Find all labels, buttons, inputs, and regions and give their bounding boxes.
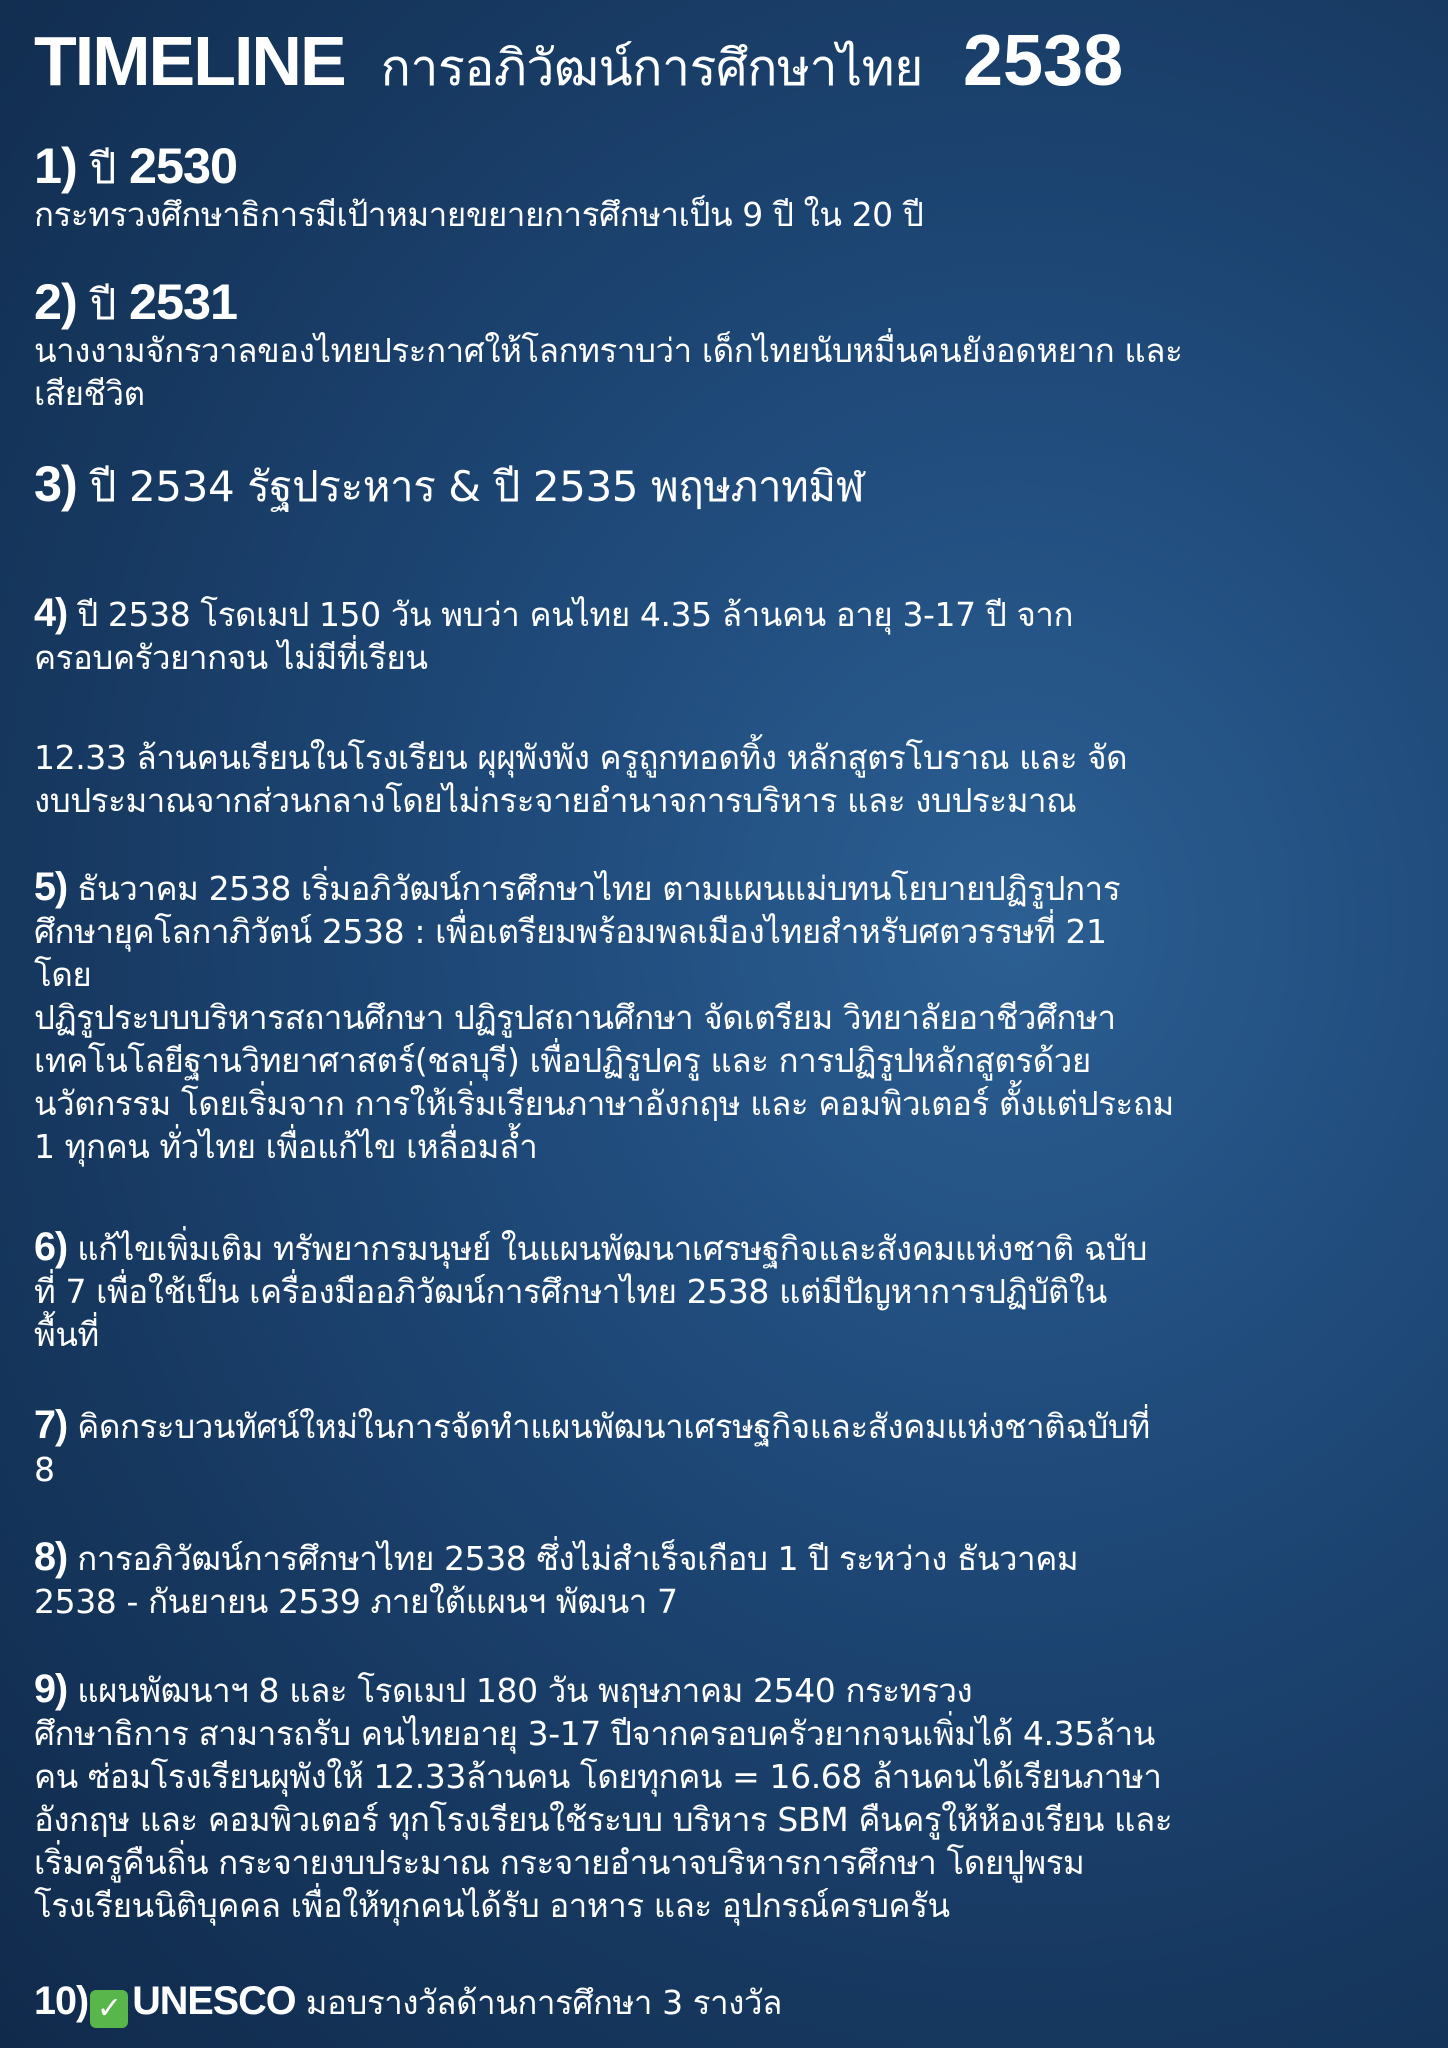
item-heading (34, 137, 1418, 194)
item-heading (34, 455, 1418, 512)
item-text-line (34, 1226, 1418, 1270)
item-text: แก้ไขเพิ่มเติม ทรัพยากรมนุษย์ ในแผนพัฒนาเศรษฐกิจและสังคมแห่งชาติ ฉบับ (77, 1229, 1148, 1268)
item-year: 2530 (128, 137, 238, 194)
item-text-line (34, 1668, 1418, 1712)
item-text-line (34, 866, 1418, 910)
item-text-line (34, 1536, 1418, 1580)
timeline-item-2 (34, 273, 1418, 415)
item-text-line: อังกฤษ และ คอมพิวเตอร์ ทุกโรงเรียนใช้ระบบ บริหาร SBM คืนครูให้ห้องเรียน และ (34, 1800, 1173, 1839)
timeline-item-9 (34, 1668, 1418, 1927)
item-text-line: นางงามจักรวาลของไทยประกาศให้โลกทราบว่า เด็กไทยนับหมื่นคนยังอดหยาก และ (34, 331, 1183, 370)
item-text-line: งบประมาณจากส่วนกลางโดยไม่กระจายอำนาจการบริหาร และ งบประมาณ (34, 781, 1077, 820)
page-title (34, 20, 1408, 120)
title-year: 2538 (962, 21, 1124, 101)
item-year: 2531 (128, 273, 238, 330)
item-text-line: ครอบครัวยากจน ไม่มีที่เรียน (34, 638, 428, 677)
item-text-line (34, 1980, 1418, 2028)
item-text-line (34, 1404, 1418, 1448)
item-text-line: 2538 - กันยายน 2539 ภายใต้แผนฯ พัฒนา 7 (34, 1582, 678, 1621)
item-text-line: ศึกษายุคโลกาภิวัตน์ 2538 : เพื่อเตรียมพร้อมพลเมืองไทยสำหรับศตวรรษที่ 21 (34, 912, 1107, 951)
item-text: การอภิวัฒน์การศึกษาไทย 2538 ซึ่งไม่สำเร็จเกือบ 1 ปี ระหว่าง ธันวาคม (77, 1539, 1079, 1578)
item-text-line: พื้นที่ (34, 1315, 99, 1354)
item-text-line: โดย (34, 955, 92, 994)
item-text: ปี 2534 รัฐประหาร & ปี 2535 พฤษภาทมิฬ (89, 462, 865, 511)
item-number: 5) (34, 865, 68, 909)
timeline-item-1 (34, 137, 1418, 236)
check-mark-icon: ✓ (90, 1990, 128, 2028)
timeline-item-5 (34, 866, 1418, 1168)
item-number: 6) (34, 1225, 68, 1269)
org-name: UNESCO (132, 1979, 296, 2023)
item-text-line: เทคโนโลยีฐานวิทยาศาสตร์(ชลบุรี) เพื่อปฏิรูปครู และ การปฏิรูปหลักสูตรด้วย (34, 1041, 1091, 1080)
item-text: คิดกระบวนทัศน์ใหม่ในการจัดทำแผนพัฒนาเศรษฐกิจและสังคมแห่งชาติฉบับที่ (77, 1407, 1150, 1446)
timeline-item-3 (34, 455, 1418, 512)
item-number: 10) (34, 1979, 89, 2023)
item-text-line: โรงเรียนนิติบุคคล เพื่อให้ทุกคนได้รับ อาหาร และ อุปกรณ์ครบครัน (34, 1886, 950, 1925)
item-text-line (34, 592, 1418, 636)
item-number: 9) (34, 1667, 68, 1711)
timeline-item-4 (34, 592, 1418, 679)
item-number: 3) (34, 455, 77, 512)
item-number: 8) (34, 1535, 68, 1579)
item-number: 4) (34, 591, 68, 635)
item-text-line: 12.33 ล้านคนเรียนในโรงเรียน ผุผุพังพัง ครูถูกทอดทิ้ง หลักสูตรโบราณ และ จัด (34, 738, 1128, 777)
item-text-line: ปฏิรูประบบบริหารสถานศึกษา ปฏิรูปสถานศึกษา จัดเตรียม วิทยาลัยอาชีวศึกษา (34, 998, 1116, 1037)
item-number: 1) (34, 137, 77, 194)
item-text-line: คน ซ่อมโรงเรียนผุพังให้ 12.33ล้านคน โดยทุกคน = 16.68 ล้านคนได้เรียนภาษา (34, 1757, 1162, 1796)
year-label: ปี (89, 144, 117, 193)
timeline-item-10 (34, 1980, 1418, 2028)
item-text: แผนพัฒนาฯ 8 และ โรดเมป 180 วัน พฤษภาคม 2540 กระทรวง (77, 1671, 973, 1710)
timeline-item-7 (34, 1404, 1418, 1491)
item-text-line: เริ่มครูคืนถิ่น กระจายงบประมาณ กระจายอำนาจบริหารการศึกษา โดยปูพรม (34, 1843, 1085, 1882)
item-number: 2) (34, 273, 77, 330)
item-text-line: 1 ทุกคน ทั่วไทย เพื่อแก้ไข เหลื่อมล้ำ (34, 1127, 538, 1166)
timeline-item-6 (34, 1226, 1418, 1356)
item-text-line: นวัตกรรม โดยเริ่มจาก การให้เริ่มเรียนภาษาอังกฤษ และ คอมพิวเตอร์ ตั้งแต่ประถม (34, 1084, 1174, 1123)
timeline-item-8 (34, 1536, 1418, 1623)
item-text-line: ที่ 7 เพื่อใช้เป็น เครื่องมืออภิวัฒน์การศึกษาไทย 2538 แต่มีปัญหาการปฏิบัติใน (34, 1272, 1107, 1311)
item-number: 7) (34, 1403, 68, 1447)
item-text-line: กระทรวงศึกษาธิการมีเป้าหมายขยายการศึกษาเป็น 9 ปี ใน 20 ปี (34, 195, 924, 234)
item-heading (34, 273, 1418, 330)
item-text: ธันวาคม 2538 เริ่มอภิวัฒน์การศึกษาไทย ตามแผนแม่บทนโยบายปฏิรูปการ (77, 869, 1121, 908)
item-text-line: 8 (34, 1450, 55, 1489)
item-text-line: เสียชีวิต (34, 374, 145, 413)
year-label: ปี (89, 280, 117, 329)
title-thai: การอภิวัฒน์การศึกษาไทย (380, 39, 923, 97)
title-main: TIMELINE (34, 22, 345, 100)
item-text: มอบรางวัลด้านการศึกษา 3 รางวัล (305, 1983, 782, 2022)
timeline-item-4-continuation (34, 736, 1418, 822)
item-text: ปี 2538 โรดเมป 150 วัน พบว่า คนไทย 4.35 ล้านคน อายุ 3-17 ปี จาก (77, 595, 1074, 634)
item-text-line: ศึกษาธิการ สามารถรับ คนไทยอายุ 3-17 ปีจากครอบครัวยากจนเพิ่มได้ 4.35ล้าน (34, 1714, 1155, 1753)
